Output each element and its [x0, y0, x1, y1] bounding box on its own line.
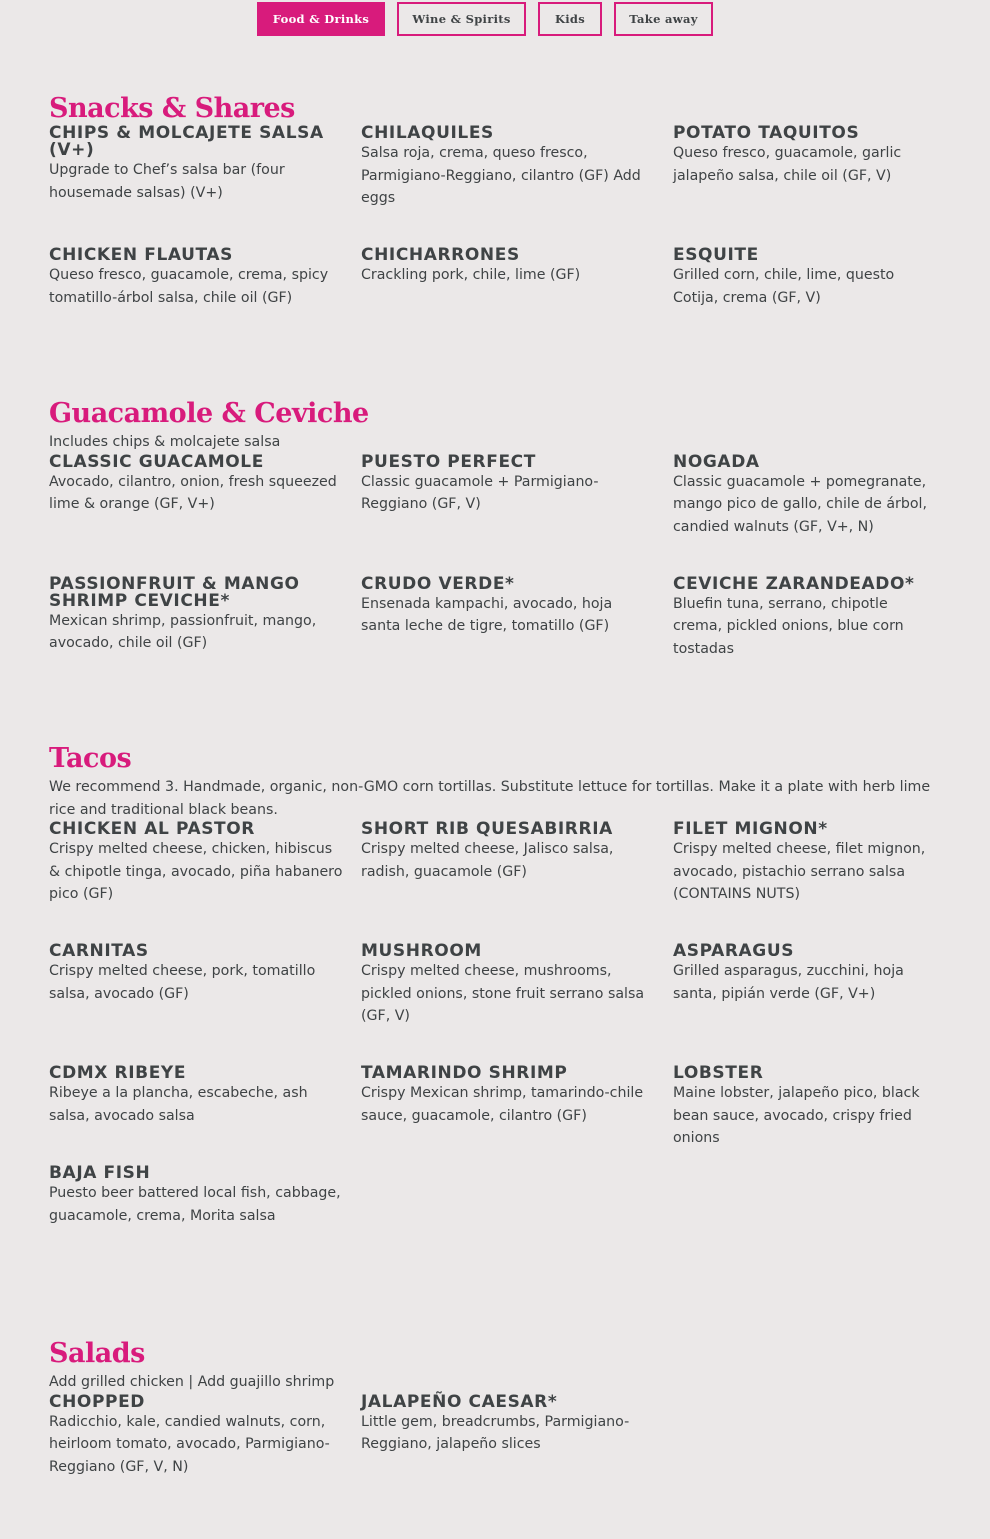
section-note: We recommend 3. Handmade, organic, non-GMO corn tortillas. Substitute lettuce for tortillas. Make it a plate with herb lime rice and traditional black beans. — [49, 779, 931, 818]
menu-items-grid — [49, 1391, 959, 1479]
menu-item-name: PASSIONFRUIT & MANGO SHRIMP CEVICHE* — [49, 573, 300, 611]
section-snacks-shares — [49, 93, 959, 347]
menu-item-description: Ensenada kampachi, avocado, hoja santa leche de tigre, tomatillo (GF) — [361, 595, 613, 634]
menu-item-description: Maine lobster, jalapeño pico, black bean sauce, avocado, crispy fried onions — [673, 1085, 920, 1146]
menu-item — [361, 943, 673, 1065]
menu-item-name: NOGADA — [673, 451, 760, 472]
menu-item-description: Crispy melted cheese, Jalisco salsa, radish, guacamole (GF) — [361, 841, 614, 880]
section-title: Snacks & Shares — [49, 93, 295, 124]
menu-item-description: Grilled asparagus, zucchini, hoja santa, pipián verde (GF, V+) — [673, 963, 904, 1002]
menu-item-description: Crispy melted cheese, pork, tomatillo salsa, avocado (GF) — [49, 963, 316, 1002]
menu-item-name: SHORT RIB QUESABIRRIA — [361, 819, 613, 839]
menu-item-name: CARNITAS — [49, 941, 149, 961]
menu-item — [49, 1065, 361, 1165]
menu-item-name: CDMX RIBEYE — [49, 1063, 187, 1083]
menu-item — [49, 573, 361, 676]
menu-item-description: Classic guacamole + pomegranate, mango pico de gallo, chile de árbol, candied walnuts (GF, V+, N) — [673, 473, 927, 535]
section-tacos — [49, 743, 959, 1265]
menu-item — [673, 943, 959, 1065]
menu-item-name: LOBSTER — [673, 1063, 764, 1083]
menu-item-description: Mexican shrimp, passionfruit, mango, avocado, chile oil (GF) — [49, 612, 317, 651]
menu-item-description: Little gem, breadcrumbs, Parmigiano-Reggiano, jalapeño slices — [361, 1413, 630, 1452]
menu-item — [673, 1065, 959, 1165]
menu-item — [49, 125, 361, 247]
section-note: Includes chips & molcajete salsa — [49, 434, 281, 450]
menu-items-grid — [49, 125, 959, 347]
menu-item — [49, 1391, 361, 1479]
menu-item-name: MUSHROOM — [361, 941, 482, 961]
menu-item-name: CRUDO VERDE* — [361, 573, 515, 594]
menu-item-description: Grilled corn, chile, lime, questo Cotija, crema (GF, V) — [673, 267, 895, 306]
menu-item-name: FILET MIGNON* — [673, 819, 828, 839]
tab-kids[interactable]: Kids — [538, 2, 602, 36]
menu-item — [673, 573, 959, 676]
menu-item-description: Crispy Mexican shrimp, tamarindo-chile sauce, guacamole, cilantro (GF) — [361, 1085, 644, 1124]
menu-item-description: Queso fresco, guacamole, crema, spicy tomatillo-árbol salsa, chile oil (GF) — [49, 267, 329, 306]
menu-item — [49, 943, 361, 1065]
menu-item-name: CHICKEN AL PASTOR — [49, 819, 255, 839]
menu-item-name: POTATO TAQUITOS — [673, 123, 860, 143]
menu-item-name: ASPARAGUS — [673, 941, 795, 961]
menu-item-name: CHICKEN FLAUTAS — [49, 245, 233, 265]
menu-item-description: Queso fresco, guacamole, garlic jalapeño salsa, chile oil (GF, V) — [673, 145, 902, 184]
menu-item-name: PUESTO PERFECT — [361, 451, 536, 472]
menu-item — [361, 1391, 673, 1479]
menu-item-description: Crispy melted cheese, chicken, hibiscus & chipotle tinga, avocado, piña habanero pico (GF) — [49, 841, 343, 902]
menu-item-name: JALAPEÑO CAESAR* — [361, 1391, 558, 1412]
menu-item — [361, 451, 673, 576]
menu-item — [361, 125, 673, 247]
menu-category-tabs — [257, 2, 713, 36]
menu-item-name: ESQUITE — [673, 245, 759, 265]
section-guacamole-ceviche — [49, 398, 959, 676]
menu-item — [361, 247, 673, 347]
section-title: Salads — [49, 1338, 145, 1369]
menu-items-grid — [49, 451, 959, 676]
section-salads — [49, 1338, 959, 1478]
menu-item — [673, 451, 959, 576]
menu-item-description: Radicchio, kale, candied walnuts, corn, heirloom tomato, avocado, Parmigiano-Reggiano (GF, V, N) — [49, 1413, 330, 1475]
menu-item-description: Avocado, cilantro, onion, fresh squeezed lime & orange (GF, V+) — [49, 473, 337, 512]
menu-item-description: Puesto beer battered local fish, cabbage, guacamole, crema, Morita salsa — [49, 1185, 341, 1224]
menu-item-description: Upgrade to Chef’s salsa bar (four housemade salsas) (V+) — [49, 162, 285, 201]
menu-item — [673, 125, 959, 247]
tab-food-drinks[interactable]: Food & Drinks — [257, 2, 385, 36]
tab-wine-spirits[interactable]: Wine & Spirits — [397, 2, 526, 36]
menu-items-grid — [49, 821, 959, 1265]
menu-item-name: CHICHARRONES — [361, 245, 520, 265]
menu-item — [361, 573, 673, 676]
menu-item — [361, 821, 673, 943]
menu-item-name: CEVICHE ZARANDEADO* — [673, 573, 915, 594]
tab-take-away[interactable]: Take away — [614, 2, 713, 36]
menu-item-description: Salsa roja, crema, queso fresco, Parmigiano-Reggiano, cilantro (GF) Add eggs — [361, 145, 641, 206]
menu-item-description: Classic guacamole + Parmigiano-Reggiano (GF, V) — [361, 473, 599, 512]
menu-item-description: Crispy melted cheese, filet mignon, avocado, pistachio serrano salsa (CONTAINS NUTS) — [673, 841, 926, 902]
menu-item-description: Crackling pork, chile, lime (GF) — [361, 267, 581, 283]
menu-item — [49, 821, 361, 943]
menu-item-name: BAJA FISH — [49, 1163, 151, 1183]
menu-item-name: TAMARINDO SHRIMP — [361, 1063, 568, 1083]
menu-item — [49, 1165, 361, 1265]
menu-item — [49, 451, 361, 576]
menu-item-name: CLASSIC GUACAMOLE — [49, 451, 264, 472]
menu-item-name: CHILAQUILES — [361, 123, 494, 143]
menu-item — [673, 247, 959, 347]
menu-item-name: CHIPS & MOLCAJETE SALSA (V+) — [49, 123, 324, 160]
section-title: Guacamole & Ceviche — [49, 398, 369, 429]
menu-item — [49, 247, 361, 347]
section-note: Add grilled chicken | Add guajillo shrimp — [49, 1374, 335, 1390]
menu-item-description: Ribeye a la plancha, escabeche, ash salsa, avocado salsa — [49, 1085, 308, 1124]
menu-item — [673, 821, 959, 943]
menu-item-description: Crispy melted cheese, mushrooms, pickled onions, stone fruit serrano salsa (GF, V) — [361, 963, 645, 1024]
menu-item-name: CHOPPED — [49, 1391, 145, 1412]
section-title: Tacos — [49, 743, 132, 774]
menu-item — [361, 1065, 673, 1165]
menu-item-description: Bluefin tuna, serrano, chipotle crema, pickled onions, blue corn tostadas — [673, 595, 904, 657]
